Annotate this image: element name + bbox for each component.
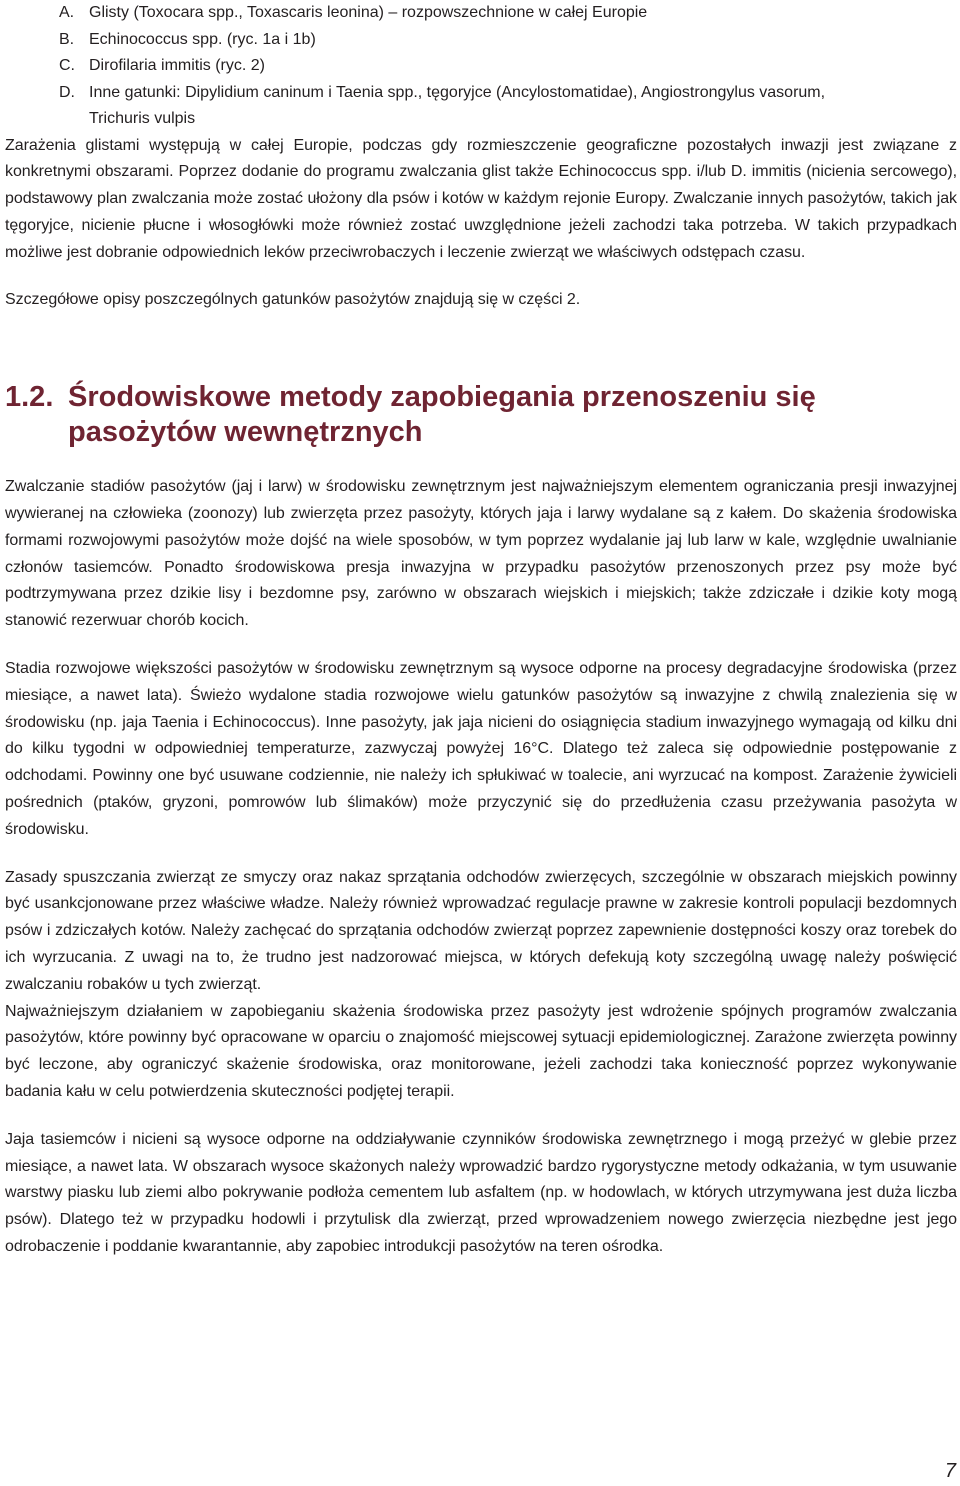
intro-paragraph: Zarażenia glistami występują w całej Europie, podczas gdy rozmieszczenie geograficzne pozostałych inwazji jest związane z konkretnymi obszarami. Poprzez dodanie do programu zwalczania glist także Echinococcus spp. i/lub D. immitis (nicienia sercowego), podstawowy plan zwalczania może zostać ułożony dla psów i kotów w każdym rejonie Europy. Zwalczanie innych pasożytów, takich jak tęgoryjce, nicienie płucne i włosogłówki może również zostać uwzględnione jeżeli zachodzi taka potrzeba. W takich przypadkach możliwe jest dobranie odpowiednich leków przeciwrobaczych i leczenie zwierząt we właściwych odstępach czasu. <box>5 136 957 261</box>
list-marker: A. <box>59 4 75 21</box>
list-item <box>5 53 957 80</box>
body-paragraph: Najważniejszym działaniem w zapobieganiu skażenia środowiska przez pasożyty jest wdrożenie spójnych programów zwalczania pasożytów, które powinny być opracowane w oparciu o znajomość miejscowej sytuacji epidemiologicznej. Zarażone zwierzęta powinny być leczone, aby ograniczyć skażenie środowiska, oraz monitorowane, jeżeli zachodzi taka konieczność poprzez wykonywanie badania kału w celu potwierdzenia skuteczności podjętej terapii. <box>5 1002 957 1101</box>
parasite-list <box>5 0 957 133</box>
intro-paragraph: Szczegółowe opisy poszczególnych gatunków pasożytów znajdują się w części 2. <box>5 291 581 309</box>
list-item <box>5 27 957 54</box>
list-item-text-continued: Trichuris vulpis <box>89 110 196 127</box>
body-paragraph: Stadia rozwojowe większości pasożytów w środowisku zewnętrznym są wysoce odporne na procesy degradacyjne środowiska (przez miesiące, a nawet lata). Świeżo wydalone stadia rozwojowe wielu gatunków pasożytów są inwazyjne z chwilą znalezienia się w środowisku (np. jaja Taenia i Echinococcus). Inne pasożyty, jak jaja nicieni do osiągnięcia stadium inwazyjnego wymagają od kilku dni do kilku tygodni w odpowiedniej temperaturze, zazwyczaj powyżej 16°C. Dlatego też zaleca się odpowiednie postępowanie z odchodami. Powinny one być usuwane codziennie, nie należy ich spłukiwać w toalecie, ani wyrzucać na kompost. Zarażenie żywicieli pośrednich (ptaków, gryzoni, pomrowów lub ślimaków) może przyczynić się do przedłużenia czasu przeżywania pasożyta w środowisku. <box>5 660 957 838</box>
list-item-text: Dirofilaria immitis (ryc. 2) <box>89 57 265 74</box>
list-item-text: Inne gatunki: Dipylidium caninum i Taenia spp., tęgoryjce (Ancylostomatidae), Angiostrongylus vasorum, <box>89 83 826 101</box>
list-marker: C. <box>59 57 75 74</box>
list-item-text: Glisty (Toxocara spp., Toxascaris leonina) – rozpowszechnione w całej Europie <box>89 4 648 21</box>
document-page <box>5 0 957 1261</box>
section-title: Środowiskowe metody zapobiegania przenoszeniu się pasożytów wewnętrznych <box>68 381 816 449</box>
list-marker: B. <box>59 30 75 48</box>
section-number: 1.2. <box>5 381 54 414</box>
list-item-text: Echinococcus spp. (ryc. 1a i 1b) <box>89 30 316 48</box>
list-item <box>5 80 957 107</box>
section-heading <box>5 380 957 450</box>
list-item-continuation <box>5 106 957 133</box>
page-number: 7 <box>944 1460 956 1482</box>
body-paragraph: Zwalczanie stadiów pasożytów (jaj i larw) w środowisku zewnętrznym jest najważniejszym elementem ograniczania presji inwazyjnej wywieranej na człowieka (zoonozy) lub zwierzęta przez pasożyty, których jaja i larwy wydalane są z kałem. Do skażenia środowiska formami rozwojowymi pasożytów może dojść na wiele sposobów, w tym poprzez wydalanie jaj lub larw w kale, względnie uwalnianie członów tasiemców. Ponadto środowiskowa presja inwazyjna w przypadku pasożytów przenoszonych przez psy może być podtrzymywana przez dzikie lisy i bezdomne psy, zarówno w obszarach wiejskich i miejskich; także zdziczałe i dzikie koty mogą stanowić rezerwuar chorób kocich. <box>5 478 957 630</box>
body-paragraph: Jaja tasiemców i nicieni są wysoce odporne na oddziaływanie czynników środowiska zewnętrznego i mogą przeżyć w glebie przez miesiące, a nawet lata. W obszarach wysoce skażonych należy wprowadzić bardzo rygorystyczne metody odkażania, w tym usuwanie warstwy piasku lub ziemi albo pokrywanie podłoża cementem lub asfaltem (np. w hodowlach, w których utrzymywana jest duża liczba psów). Dlatego też w przypadku hodowli i przytulisk dla zwierząt, przed wprowadzeniem nowego zwierzęcia niezbędne jest jego odrobaczenie i poddanie kwarantannie, aby zapobiec introdukcji pasożytów na teren ośrodka. <box>5 1130 957 1255</box>
body-paragraph: Zasady spuszczania zwierząt ze smyczy oraz nakaz sprzątania odchodów zwierzęcych, szczególnie w obszarach miejskich powinny być usankcjonowane przez właściwe władze. Należy również wprowadzać regulacje prawne w zakresie kontroli populacji bezdomnych psów i zdziczałych kotów. Należy zachęcać do sprzątania odchodów zwierząt poprzez zapewnienie dostępności koszy oraz torebek do ich wyrzucania. Z uwagi na to, że trudno jest nadzorować miejsca, w których defekują koty szczególną uwagę należy poświęcić zwalczaniu robaków u tych zwierząt. <box>5 868 957 993</box>
list-marker: D. <box>59 83 75 101</box>
list-item <box>5 0 957 27</box>
